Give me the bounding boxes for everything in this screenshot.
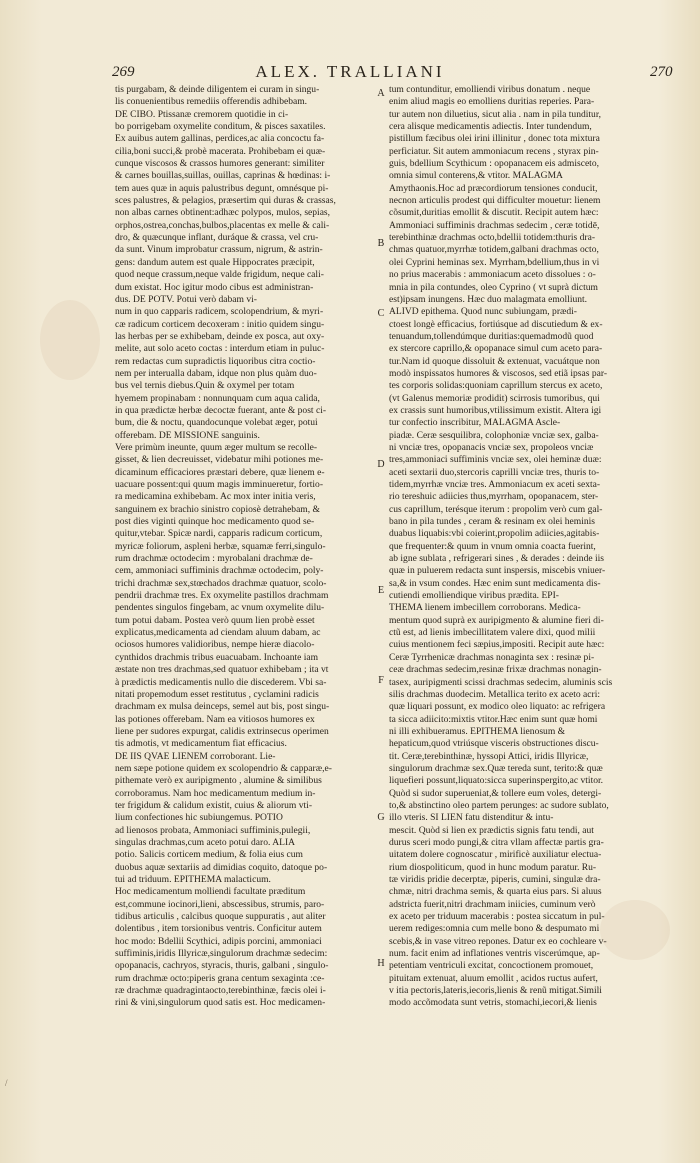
text-line: hyemem propinabam : nonnunquam cum aqua calida, bbox=[115, 392, 320, 404]
margin-letter: F bbox=[378, 675, 384, 686]
margin-mark: / bbox=[5, 1078, 8, 1088]
text-line: offerebam. DE MISSIONE sanguinis. bbox=[115, 429, 260, 441]
margin-letter: E bbox=[377, 585, 385, 596]
margin-letter: A bbox=[377, 88, 385, 99]
text-line: v itia pectoris,lateris,iecoris,lienis & renũ mitigat.Simili bbox=[389, 985, 602, 997]
text-line: Ex auibus autem gallinas, perdices,ac alia concoctu fa- bbox=[115, 133, 325, 145]
text-line: cõsumit,duritias emollit & discutit. Recipit autem hæc: bbox=[389, 207, 599, 219]
text-line: myricæ foliorum, aspleni herbæ, squamæ ferri,singulo- bbox=[115, 540, 326, 552]
text-line: duobus aquæ sextariis ad dimidias coquito, datoque po- bbox=[115, 861, 328, 873]
text-line: opopanacis, cachryos, styracis, thuris, galbani , singulo- bbox=[115, 960, 329, 972]
text-line: drachmam ex mulsa deinceps, semel aut bis, post singu- bbox=[115, 701, 330, 713]
text-line: tres,ammoniaci suffiminis vnciæ sex, olei heminæ duæ: bbox=[389, 454, 602, 466]
text-line: enim aliud magis eo emolliens duritias reperies. Para- bbox=[389, 96, 595, 108]
text-line: cynthidos drachmis tribus euacuabam. Inchoante iam bbox=[115, 651, 319, 663]
text-line: terebinthinæ drachmas octo,bdellii totidem:thuris dra- bbox=[389, 232, 596, 244]
margin-letter: D bbox=[377, 459, 385, 470]
text-line: ctũ est, ad lienis imbecillitatem valere dixi, quod milii bbox=[389, 627, 596, 639]
text-line: tenuandum,tollendúmque duritias:quemadmodũ quod bbox=[389, 330, 594, 342]
text-line: potio. Salicis corticem medium, & folia eius cum bbox=[115, 849, 303, 861]
text-line: rio tereshuic adiicies thus,myrrham, opopanacem, ster- bbox=[389, 491, 599, 503]
text-line: modo accõmodata sunt vetris, stomachi,iecori,& lienis bbox=[389, 997, 597, 1009]
text-line: cilia,boni succi,& probè macerata. Prohibebam ei quæ- bbox=[115, 145, 326, 157]
text-line: rum drachmæ octo:piperis grana centum sexaginta :ce- bbox=[115, 972, 325, 984]
text-line: tui ad triduum. EPITHEMA malacticum. bbox=[115, 874, 271, 885]
text-line: tidibus articulis , calcibus quoque suppuratis , aut aliter bbox=[115, 911, 326, 923]
text-line: tum contunditur, emolliendi viribus donatum . neque bbox=[389, 84, 591, 95]
text-line: in qua prædictæ herbæ decoctæ fuerant, ante & post ci- bbox=[115, 404, 327, 416]
text-line: nitati propemodum esset restitutus , cyclamini radicis bbox=[115, 688, 319, 700]
text-line: cus caprillum, terésque iterum : propolim verò cum gal- bbox=[389, 503, 603, 515]
text-line: ex aceto per triduum macerabis : postea siccatum in pul- bbox=[389, 911, 605, 923]
text-line: pithemate verò ex auripigmento , alumine & similibus bbox=[115, 775, 322, 787]
text-line: no prius macerabis : ammoniacum aceto dissolues : o- bbox=[389, 269, 596, 281]
text-line: Amythaonis.Hoc ad præcordiorum tensiones conducit, bbox=[389, 182, 598, 194]
text-line: hepaticum,quod vtriúsque visceris obstructiones discu- bbox=[389, 738, 599, 750]
text-line: ta sicca adiicito:mixtis vtitor.Hæc enim sunt quæ homi bbox=[389, 713, 598, 725]
text-line: bum, die & noctu, quandocunque volebat æger, potui bbox=[115, 417, 318, 429]
text-line: DE IIS QVAE LIENEM corroborant. Lie- bbox=[115, 750, 276, 762]
text-line: mnia in pila contundes, oleo Cyprino ( vt suprà dictum bbox=[389, 281, 598, 293]
text-line: ALIVD epithema. Quod nunc subiungam, prædi- bbox=[389, 306, 577, 318]
text-line: lium confectiones hic subiungemus. POTIO bbox=[115, 812, 283, 824]
text-line: ni vnciæ tres, opopanacis vnciæ sex, propoleos vnciæ bbox=[389, 441, 594, 453]
margin-letter: G bbox=[377, 812, 385, 823]
text-line: quæ in puluerem redacta sunt inspersis, miscebis vniuer- bbox=[389, 565, 606, 577]
text-line: singulas drachmas,cum aceto potui daro. ALIA bbox=[115, 836, 296, 848]
text-line: rium diospoliticum, quod in hunc modum paratur. Ru- bbox=[389, 861, 597, 873]
text-line: bano in pila tundes , ceram & resinam ex olei heminis bbox=[389, 516, 595, 528]
text-line: scebis,& in vase vitreo repones. Datur ex eo cochleare v- bbox=[389, 935, 607, 947]
text-line: ræ drachmæ quadragintaocto,terebinthinæ, fæcis olei i- bbox=[115, 985, 326, 997]
text-line: tis purgabam, & deinde diligentem ei curam in singu- bbox=[115, 84, 320, 95]
text-line: cæ radicum corticem decoxeram : initio quidem singu- bbox=[115, 318, 325, 330]
text-line: num in quo capparis radicem, scolopendrium, & myri- bbox=[115, 306, 324, 318]
text-line: mentum quod suprà ex auripigmento & alumine fieri di- bbox=[389, 614, 604, 626]
text-line: pituitam extenuat, aluum emollit , acidos ructus aufert, bbox=[389, 972, 598, 984]
text-line: tis admotis, vt medicamentum fiat efficacius. bbox=[115, 738, 287, 750]
text-line: tæ viridis pridie decerptæ, piperis, cumini, singulæ dra- bbox=[389, 874, 601, 885]
text-line: æstate non tres drachmas,sed quatuor exhibebam ; ita vt bbox=[115, 664, 329, 676]
text-line: cuius mentionem feci sæpius,impositi. Recipit aute hæc: bbox=[389, 639, 605, 651]
page-header bbox=[0, 60, 700, 84]
text-line: Ammoniaci suffiminis drachmas sedecim , ceræ totidē, bbox=[389, 219, 600, 231]
text-line: tur confectio inscribitur, MALAGMA Ascle- bbox=[389, 417, 561, 429]
text-line: liene per sudores expurgat, calidis extrinsecus operimen bbox=[115, 725, 329, 737]
text-line: orphos,ostrea,conchas,bulbos,placentas ex melle & cali- bbox=[115, 219, 330, 231]
text-line: bus vel ternis diebus.Quin & oxymel per totam bbox=[115, 380, 295, 392]
text-line: ctoest longè efficacius, fortiúsque ad discutiedum & ex- bbox=[389, 318, 603, 330]
text-line: num. facit enim ad inflationes ventris viscerúmque, ap- bbox=[389, 948, 600, 960]
text-line: gisset, & lien decreuisset, videbatur mihi potiones me- bbox=[115, 454, 324, 466]
left-page-number: 269 bbox=[112, 64, 135, 80]
text-line: tur.Nam id quoque dissoluit & extenuat, vacuátque non bbox=[389, 355, 600, 367]
text-line: nem sæpe potione quidem ex scolopendrio & capparæ,e- bbox=[115, 762, 332, 774]
text-line: tes corporis solidas:quoniam caprillum stercus ex aceto, bbox=[389, 380, 603, 392]
text-line: & carnes bouillas,suillas, ouillas, caprinas & hœdinas: i- bbox=[115, 170, 331, 182]
text-line: à prædictis medicamentis nullo die discederem. Vbi sa- bbox=[115, 676, 327, 688]
text-line: melite, aut solo aceto coctas : interdum etiam in puluc- bbox=[115, 343, 325, 355]
text-line: tum potui dabam. Postea verò quum lien probè esset bbox=[115, 614, 315, 626]
left-text-column bbox=[115, 84, 374, 1010]
text-line: chmas quatuor,myrrhæ totidem,galbani drachmas octo, bbox=[389, 244, 599, 256]
text-line: Ceræ Tyrrhenicæ drachmas nonaginta sex : resinæ pi- bbox=[389, 651, 595, 663]
margin-letter: B bbox=[377, 238, 385, 249]
text-line: trichi drachmæ sex,stœchados drachmæ quatuor, scolo- bbox=[115, 577, 327, 589]
text-line: liquefieri possunt,liquato:sicca superinspergito,ac vtitor. bbox=[389, 775, 604, 787]
text-line: Quòd si sudor superueniat,& tollere eum voles, detergi- bbox=[389, 787, 602, 799]
text-line: uitatem dolere cognoscatur , mirificè auxiliatur electua- bbox=[389, 849, 602, 861]
text-line: mescit. Quòd si lien ex prædictis signis fatu tendi, aut bbox=[389, 824, 594, 836]
text-line: dus. DE POTV. Potui verò dabam vi- bbox=[115, 293, 257, 305]
text-line: suffiminis,iridis Illyricæ,singulorum drachmæ sedecim: bbox=[115, 948, 328, 960]
text-line: sanguinem ex brachio sinistro copiosè detrahebam, & bbox=[115, 503, 320, 515]
running-title: ALEX. TRALLIANI bbox=[255, 62, 445, 81]
text-line: durus sceri modo pungi,& citra vllam affectæ partis gra- bbox=[389, 836, 604, 848]
text-line: ex stercore caprillo,& opopanace simul cum aceto para- bbox=[389, 343, 603, 355]
text-line: duabus liquabis:vbi coierint,propolim adiicies,agitabis- bbox=[389, 528, 600, 540]
text-line: pendrii drachmæ tres. Ex oxymelite pastillos drachmam bbox=[115, 590, 329, 602]
text-line: THEMA lienem imbecillem corroborans. Medica- bbox=[389, 602, 581, 614]
text-line: dum existat. Hoc igitur modo cibus est administran- bbox=[115, 281, 314, 293]
text-line: dicaminum efficaciores præstari debere, quæ lienem e- bbox=[115, 466, 325, 478]
text-line: tidem,myrrhæ vnciæ tres. Ammoniacum ex aceti sexta- bbox=[389, 479, 601, 490]
text-line: bo porrigebam oxymelite conditum, & pisces saxatiles. bbox=[115, 121, 326, 133]
text-line: olei Cyprini heminas sex. Myrrham,bdellium,thus in vi bbox=[389, 256, 600, 268]
text-line: explicatus,medicamenta ad ciendam aluum dabam, ac bbox=[115, 627, 321, 639]
text-line: hoc modo: Bdellii Scythici, adipis porcini, ammoniaci bbox=[115, 935, 322, 947]
text-line: singulorum drachmæ sex.Quæ tereda sunt, terito:& quæ bbox=[389, 762, 603, 774]
text-line: sa,& in vsum condes. Hæc enim sunt medicamenta dis- bbox=[389, 577, 601, 589]
right-text-column bbox=[389, 84, 648, 1010]
text-line: uerem rediges:omnia cum melle bono & despumato mi bbox=[389, 923, 600, 935]
text-line: Hoc medicamentum molliendi facultate præditum bbox=[115, 886, 306, 898]
text-line: rum drachmæ octodecim : myrobalani drachmæ de- bbox=[115, 553, 313, 565]
text-line: que frequenter:& quum in vnum omnia coacta fuerint, bbox=[389, 540, 596, 552]
text-line: las potiones offerebam. Nam ea vitiosos humores ex bbox=[115, 713, 315, 725]
margin-letter: C bbox=[377, 308, 385, 319]
text-line: post dies viginti quinque hoc medicamento quod se- bbox=[115, 516, 315, 528]
text-line: silis drachmas duodecim. Metallica terito ex aceto acri: bbox=[389, 688, 601, 700]
text-line: to,& abstinctino oleo partem perunges: ac sudore sublato, bbox=[389, 799, 609, 811]
text-line: ex crassis sunt humoribus,vtilissimum existit. Altera igi bbox=[389, 404, 602, 416]
text-line: rini & vini,singulorum quod satis est. Hoc medicamen- bbox=[115, 997, 326, 1009]
text-line: quod neque crassum,neque valde frigidum, neque cali- bbox=[115, 269, 324, 281]
text-line: cem, ammoniaci suffiminis drachmæ octodecim, poly- bbox=[115, 565, 324, 577]
text-line: petentiam ventriculi excitat, concoctionem promouet, bbox=[389, 960, 594, 972]
text-line: DE CIBO. Ptissanæ cremorem quotidie in ci- bbox=[115, 108, 289, 120]
text-line: est,commune iocinori,lieni, abscessibus, strumis, paro- bbox=[115, 898, 325, 910]
text-line: dolentibus , item torsionibus ventris. Conficitur autem bbox=[115, 923, 322, 935]
text-line: ni illi exhibueramus. EPITHEMA lienosum & bbox=[389, 725, 566, 737]
text-line: aceti sextarii duo,stercoris caprilli vnciæ tres, thuris to- bbox=[389, 466, 600, 478]
text-line: cera alisque medicamentis adiectis. Inter tundendum, bbox=[389, 121, 592, 133]
text-line: lis conuenientibus remediis offerendis adhibebam. bbox=[115, 96, 308, 108]
right-page-number: 270 bbox=[650, 64, 673, 80]
text-line: dro, & quæcunque inflant, duráque & crassa, vel cru- bbox=[115, 232, 319, 244]
text-line: omnia simul conterens,& vtitor. MALAGMA bbox=[389, 170, 563, 182]
text-line: guis, bdellium Scythicum : opopanacem eis admisceto, bbox=[389, 158, 599, 170]
text-line: cutiendi emolliendique viribus prædita. EPI- bbox=[389, 590, 559, 602]
text-line: tur autem non diluetius, sicut alia . nam in pila tunditur, bbox=[389, 108, 601, 120]
margin-letter: H bbox=[377, 958, 385, 969]
text-line: ra medicamina exhibebam. Ac mox inter initia veris, bbox=[115, 491, 316, 503]
text-line: adstricta fuerit,nitri drachmam iniicies, cuminum verò bbox=[389, 898, 596, 910]
text-line: pistillum fæcibus olei irini illinitur , donec tota mixtura bbox=[389, 133, 600, 145]
text-line: tasex, auripigmenti scissi drachmas sedecim, aluminis scis bbox=[389, 676, 613, 688]
text-line: perficiatur. Sit autem ammoniacum recens , styrax pin- bbox=[389, 145, 599, 157]
text-line: las herbas per se exhibebam, deinde ex posca, aut oxy- bbox=[115, 330, 325, 342]
text-line: necnon articulis prodest qui difficulter mouetur: lienem bbox=[389, 195, 601, 207]
text-line: ociosos humores validioribus, nempe hieræ diacolo- bbox=[115, 639, 315, 651]
text-line: corroboramus. Nam hoc medicamentum medium in- bbox=[115, 787, 316, 799]
text-line: piadæ. Ceræ sesquilibra, colophoniæ vnciæ sex, galba- bbox=[389, 429, 599, 441]
text-line: uacuare possent:qui quum magis imminueretur, fortio- bbox=[115, 479, 324, 490]
text-line: gens: dandum autem est quale Hippocrates præcipit, bbox=[115, 256, 315, 268]
text-line: tem aues quæ in aquis palustribus degunt, omnésque pi- bbox=[115, 182, 329, 194]
text-line: illo vteris. SI LIEN fatu distenditur & intu- bbox=[389, 812, 554, 824]
text-line: non albas carnes obtinent:adhæc polypos, mulos, sepias, bbox=[115, 207, 331, 219]
text-line: est)ipsam inungens. Hæc duo malagmata emolliunt. bbox=[389, 293, 588, 305]
text-line: nem per interualla dabam, idque non plus quàm duo- bbox=[115, 367, 317, 379]
text-line: rem redactas cum supradictis liquoribus citra coctio- bbox=[115, 355, 316, 367]
text-line: quæ liquari possunt, ex modico oleo liquato: ac refrigera bbox=[389, 701, 606, 713]
text-line: ab igne sublata , refrigerari sines , & derades : deinde iis bbox=[389, 553, 604, 565]
text-line: pendentes singulos fingebam, ac vnum oxymelite dilu- bbox=[115, 602, 325, 614]
text-line: cunque viscosos & crassos humores generant: similiter bbox=[115, 158, 325, 170]
text-line: sces palustres, & pelagios, præsertim qui duras & crassas, bbox=[115, 195, 336, 207]
text-line: Vere primùm ineunte, quum æger multum se recolle- bbox=[115, 441, 318, 453]
text-line: ter frigidum & calidum existit, cuius & aliorum vti- bbox=[115, 799, 313, 811]
text-line: quitur,vtebar. Spicæ nardi, capparis radicum corticum, bbox=[115, 528, 323, 540]
text-line: (vt Galenus memoriæ prodidit) scirrosis tumoribus, qui bbox=[389, 392, 600, 404]
text-line: ad lienosos probata, Ammoniaci suffiminis,pulegii, bbox=[115, 824, 311, 836]
text-line: da sunt. Vinum improbatur crassum, nigrum, & astrin- bbox=[115, 244, 323, 256]
text-line: tit. Ceræ,terebinthinæ, hyssopi Attici, iridis Illyricæ, bbox=[389, 750, 589, 762]
text-line: ceæ drachmas sedecim,resinæ frixæ drachmas nonagin- bbox=[389, 664, 602, 676]
text-line: chmæ, nitri drachma semis, & quarta eius pars. Si aluus bbox=[389, 886, 602, 898]
text-line: modò inspissatos humores & viscosos, sed etiã ipsas par- bbox=[389, 367, 608, 379]
